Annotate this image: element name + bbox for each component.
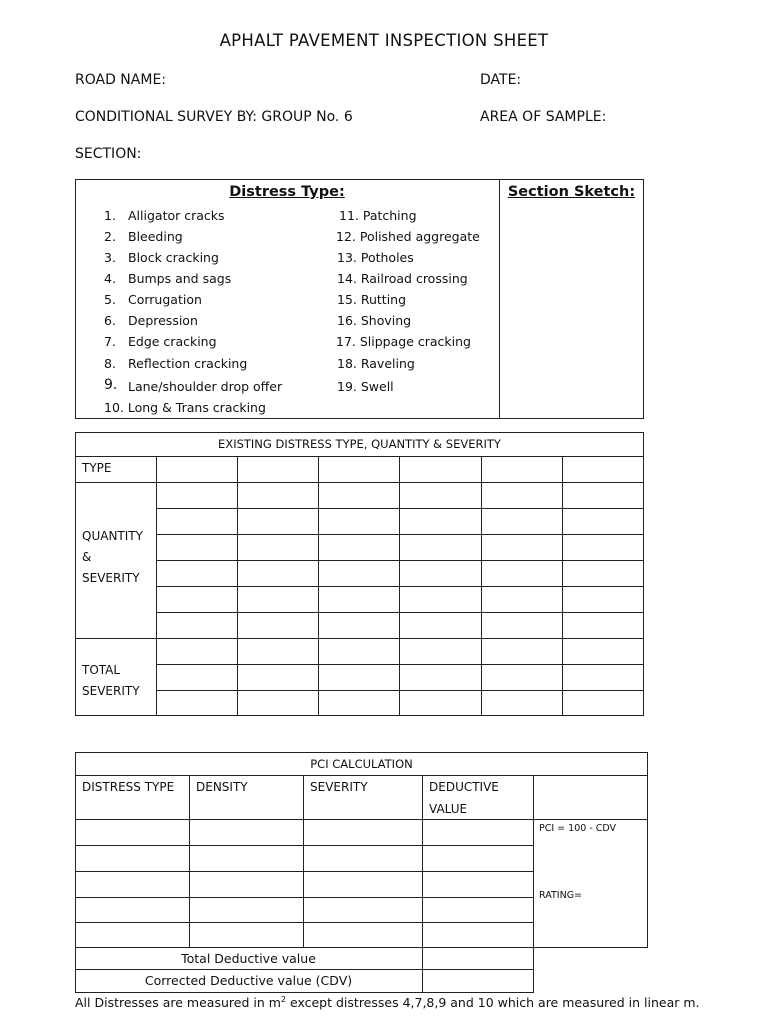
table-rule xyxy=(156,664,644,665)
road-name-label: ROAD NAME: xyxy=(75,72,166,88)
table-rule xyxy=(75,775,648,776)
deductive-column: DEDUCTIVE xyxy=(429,780,499,794)
table-rule xyxy=(156,586,644,587)
distress-item: Alligator cracks xyxy=(128,208,225,223)
distress-item-number: 9. xyxy=(104,377,118,393)
total-deductive-label: Total Deductive value xyxy=(181,951,316,966)
table-rule xyxy=(75,819,648,820)
table-col-rule xyxy=(422,775,423,948)
distress-item: Corrugation xyxy=(128,292,202,307)
pci-formula: PCI = 100 - CDV xyxy=(539,823,617,834)
section-sketch-heading: Section Sketch: xyxy=(507,184,636,200)
table-col-rule xyxy=(533,775,534,948)
distress-item-number: 7. xyxy=(104,334,116,349)
distress-item: Reflection cracking xyxy=(128,356,248,371)
distress-item: Edge cracking xyxy=(128,334,217,349)
existing-distress-table xyxy=(75,432,644,716)
distress-item: 13. Potholes xyxy=(337,250,414,265)
measurement-footnote xyxy=(75,995,700,1010)
total-label: TOTAL xyxy=(82,663,121,677)
table-rule xyxy=(75,482,644,483)
distress-item-number: 3. xyxy=(104,250,116,265)
distress-item: Lane/shoulder drop offer xyxy=(128,379,283,394)
table-col-rule xyxy=(156,456,157,716)
ampersand-label: & xyxy=(82,550,92,564)
footnote-text-end: except distresses 4,7,8,9 and 10 which are measured in linear m. xyxy=(286,995,700,1011)
severity-column: SEVERITY xyxy=(310,780,368,794)
distress-item: 15. Rutting xyxy=(337,292,407,307)
page-title: APHALT PAVEMENT INSPECTION SHEET xyxy=(219,31,549,50)
footnote-superscript: 2 xyxy=(280,995,286,1004)
table-rule xyxy=(156,612,644,613)
distress-item: 14. Railroad crossing xyxy=(337,271,468,286)
distress-item-10: 10. Long & Trans cracking xyxy=(104,400,266,415)
table-col-rule xyxy=(562,456,563,716)
severity-label: SEVERITY xyxy=(82,571,140,585)
table-rule xyxy=(75,922,533,923)
type-label: TYPE xyxy=(82,461,112,475)
distress-type-column: DISTRESS TYPE xyxy=(82,780,175,794)
footnote-text: All Distresses are measured in m xyxy=(75,995,281,1011)
quantity-label: QUANTITY xyxy=(82,529,143,543)
table-col-rule xyxy=(303,775,304,948)
total-severity-label: SEVERITY xyxy=(82,684,140,698)
table-col-rule xyxy=(189,775,190,948)
table-rule xyxy=(156,690,644,691)
distress-item: 16. Shoving xyxy=(337,313,412,328)
distress-item: 11. Patching xyxy=(339,208,417,223)
distress-item: 12. Polished aggregate xyxy=(336,229,480,244)
table-rule xyxy=(75,897,533,898)
distress-box-divider xyxy=(499,179,500,419)
distress-item: 17. Slippage cracking xyxy=(336,334,471,349)
existing-distress-header: EXISTING DISTRESS TYPE, QUANTITY & SEVERITY xyxy=(218,437,501,451)
table-col-rule xyxy=(399,456,400,716)
distress-item: Block cracking xyxy=(128,250,219,265)
table-rule xyxy=(75,638,644,639)
distress-item: 18. Raveling xyxy=(337,356,415,371)
table-rule xyxy=(75,969,534,970)
distress-type-heading: Distress Type: xyxy=(229,184,345,200)
distress-item-number: 2. xyxy=(104,229,116,244)
area-of-sample-label: AREA OF SAMPLE: xyxy=(480,109,607,125)
distress-item-number: 4. xyxy=(104,271,116,286)
table-col-rule xyxy=(422,947,423,993)
table-rule xyxy=(75,845,533,846)
table-rule xyxy=(75,871,533,872)
distress-item-number: 6. xyxy=(104,313,116,328)
date-label: DATE: xyxy=(480,72,522,88)
density-column: DENSITY xyxy=(196,780,248,794)
table-rule xyxy=(156,508,644,509)
section-label: SECTION: xyxy=(75,146,142,162)
pci-header: PCI CALCULATION xyxy=(310,757,413,771)
corrected-deductive-label: Corrected Deductive value (CDV) xyxy=(144,973,353,988)
distress-item-number: 5. xyxy=(104,292,116,307)
deductive-value-column: VALUE xyxy=(429,802,468,816)
distress-item: Bleeding xyxy=(128,229,183,244)
table-col-rule xyxy=(237,456,238,716)
distress-item-number: 1. xyxy=(104,208,116,223)
distress-item: Bumps and sags xyxy=(128,271,232,286)
survey-by-label: CONDITIONAL SURVEY BY: GROUP No. 6 xyxy=(75,109,353,125)
table-col-rule xyxy=(318,456,319,716)
table-rule xyxy=(156,534,644,535)
rating-label: RATING= xyxy=(539,890,583,901)
distress-item: 19. Swell xyxy=(337,379,394,394)
table-rule xyxy=(156,560,644,561)
table-col-rule xyxy=(481,456,482,716)
distress-item-number: 8. xyxy=(104,356,116,371)
distress-item: Depression xyxy=(128,313,198,328)
table-rule xyxy=(75,456,644,457)
